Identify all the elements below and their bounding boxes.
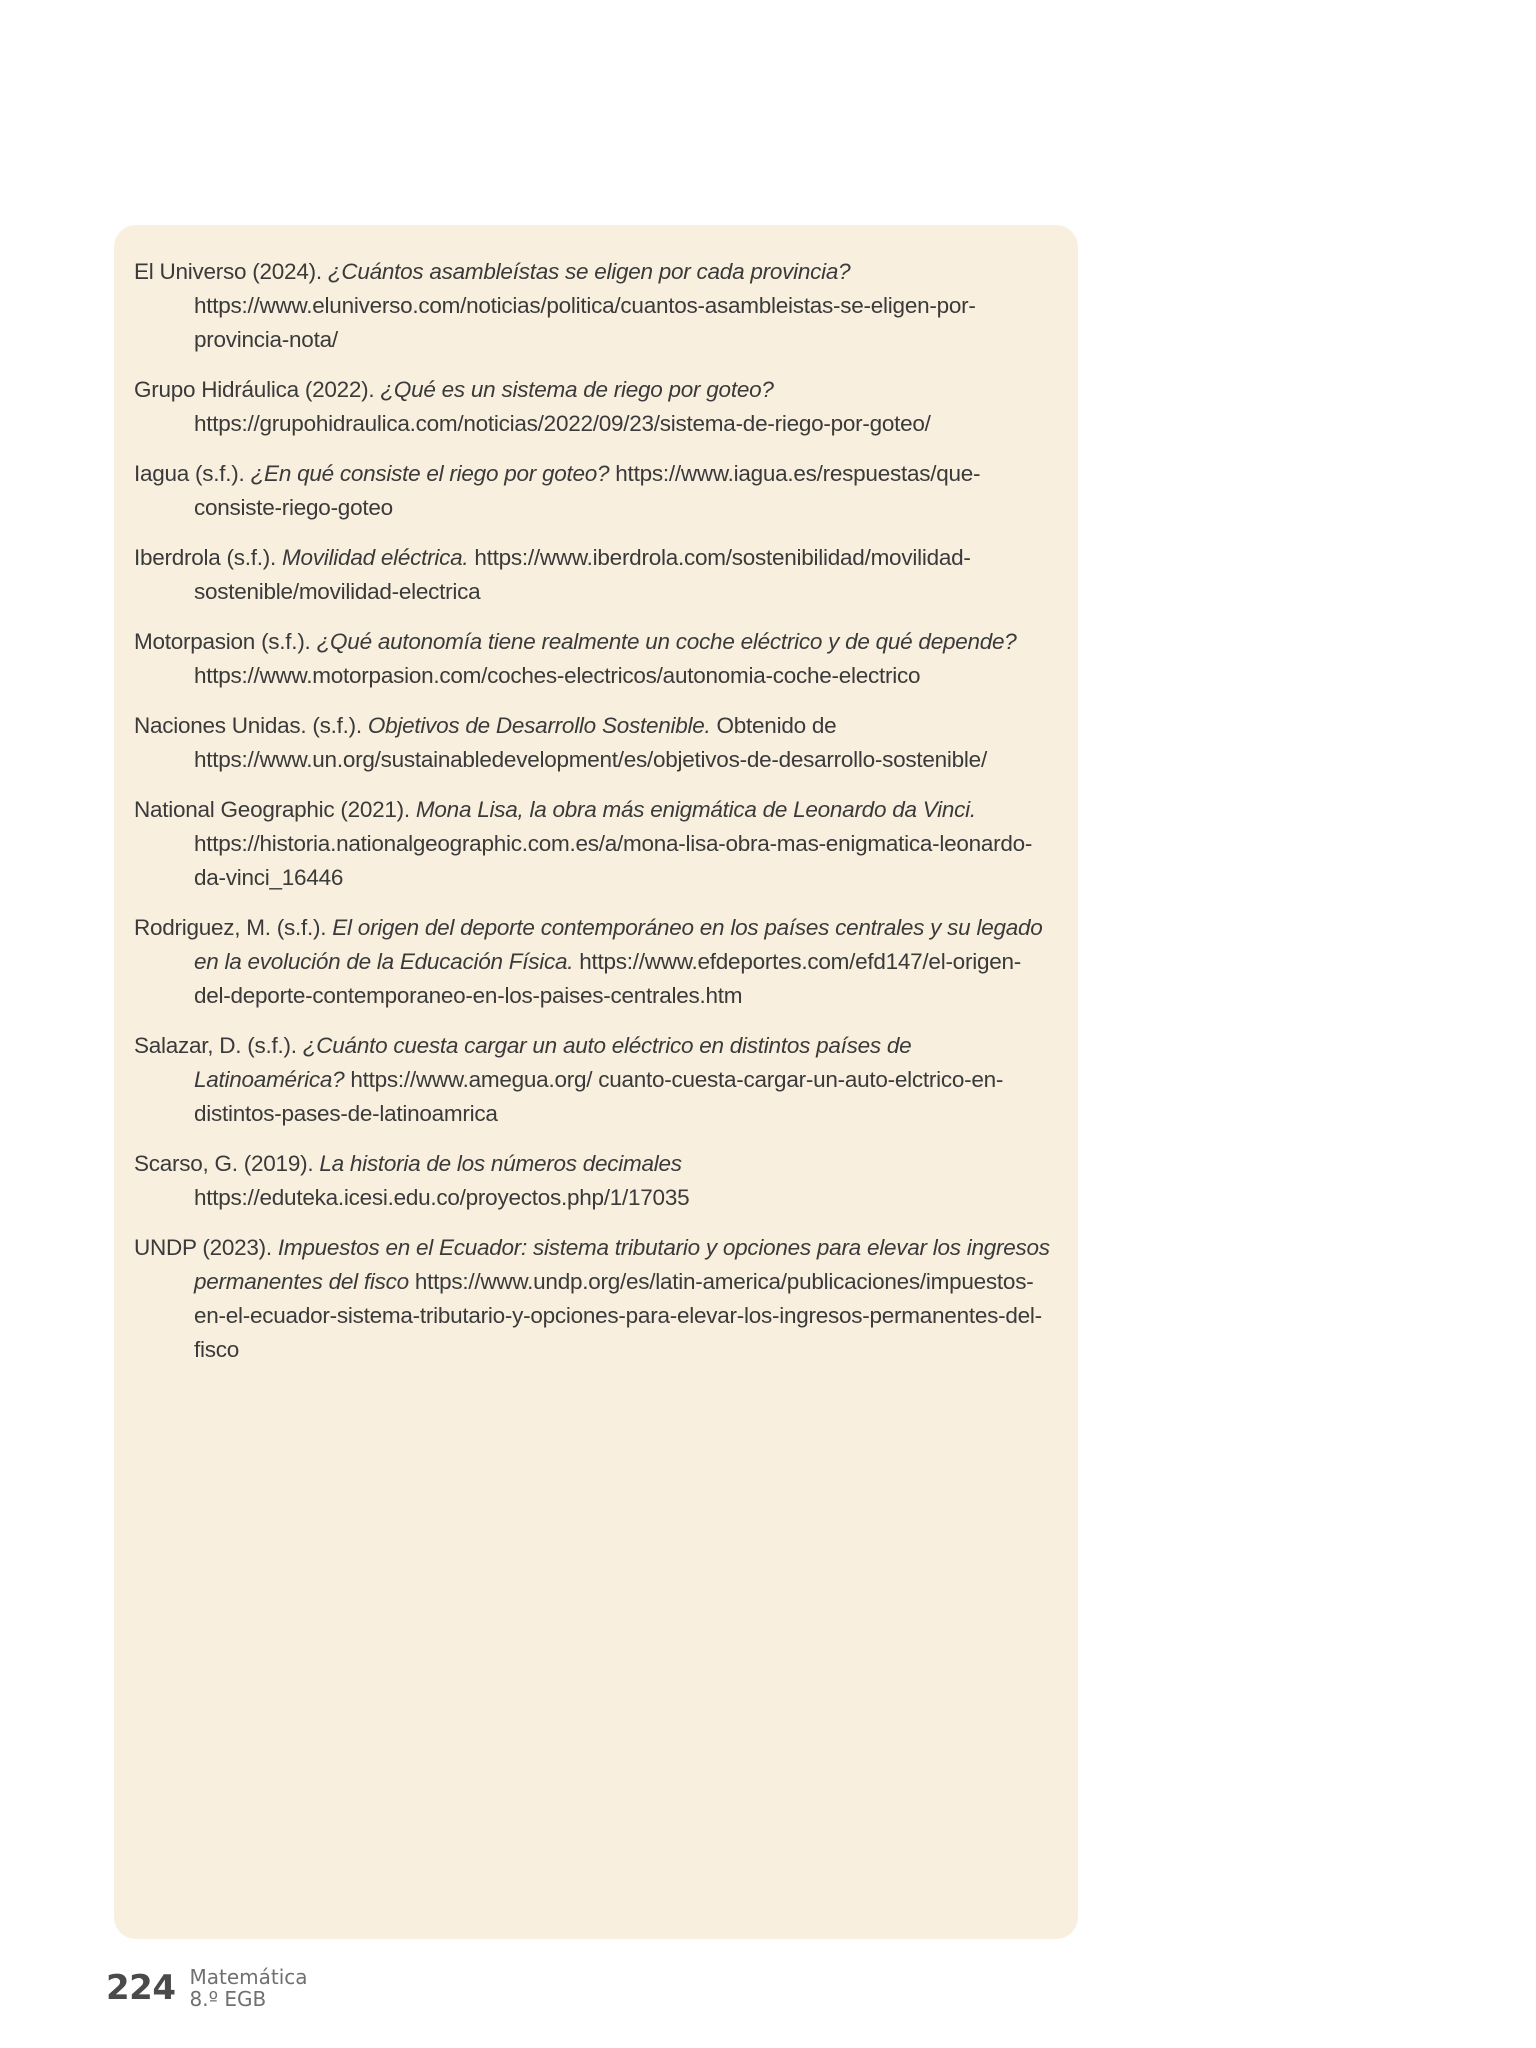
reference-title: Impuestos en el Ecuador: sistema tributario y opciones para elevar los ingresos permanentes del fisco <box>194 1235 1050 1294</box>
reference-title: ¿Qué es un sistema de riego por goteo? <box>380 377 774 402</box>
reference-title: Movilidad eléctrica. <box>282 545 469 570</box>
grade-label: 8.º EGB <box>189 1987 267 2011</box>
reference-url: https://historia.nationalgeographic.com.es/a/mona-lisa-obra-mas-enigmatica-leonardo-da-vinci_16446 <box>194 831 1033 890</box>
reference-author: National Geographic (2021). <box>134 797 416 822</box>
subject-label: Matemática <box>189 1965 308 1989</box>
reference-author: UNDP (2023). <box>134 1235 278 1260</box>
reference-entry <box>134 457 1056 525</box>
reference-url: https://www.iberdrola.com/sostenibilidad/movilidad-sostenible/movilidad-electrica <box>194 545 971 604</box>
reference-author: Iberdrola (s.f.). <box>134 545 283 570</box>
reference-url: https://grupohidraulica.com/noticias/2022/09/23/sistema-de-riego-por-goteo/ <box>194 411 931 436</box>
reference-url: https://www.iagua.es/respuestas/que-consiste-riego-goteo <box>194 461 981 520</box>
reference-entry <box>134 625 1056 693</box>
reference-title: Mona Lisa, la obra más enigmática de Leonardo da Vinci. <box>415 797 976 822</box>
reference-title: El origen del deporte contemporáneo en los países centrales y su legado en la evolución de la Educación Física. <box>194 915 1043 974</box>
reference-author: Naciones Unidas. (s.f.). <box>134 713 368 738</box>
reference-title: ¿Cuántos asambleístas se eligen por cada provincia? <box>327 259 851 284</box>
reference-entry <box>134 1231 1056 1367</box>
reference-author: Motorpasion (s.f.). <box>134 629 317 654</box>
reference-author: Rodriguez, M. (s.f.). <box>134 915 333 940</box>
reference-author: Iagua (s.f.). <box>134 461 251 486</box>
page-footer <box>106 1966 308 2010</box>
reference-entry <box>134 373 1056 441</box>
reference-entry <box>134 541 1056 609</box>
reference-author: Salazar, D. (s.f.). <box>134 1033 303 1058</box>
reference-url: https://www.undp.org/es/latin-america/publicaciones/impuestos-en-el-ecuador-sistema-tributario-y-opciones-para-elevar-los-ingresos-permanentes-del-fisco <box>194 1269 1042 1362</box>
reference-entry <box>134 1147 1056 1215</box>
reference-author: Grupo Hidráulica (2022). <box>134 377 381 402</box>
reference-url: Obtenido de https://www.un.org/sustainabledevelopment/es/objetivos-de-desarrollo-sostenible/ <box>194 713 987 772</box>
reference-entry <box>134 793 1056 895</box>
reference-entry <box>134 255 1056 357</box>
reference-url: https://www.eluniverso.com/noticias/politica/cuantos-asambleistas-se-eligen-por-provincia-nota/ <box>194 293 976 352</box>
reference-author: El Universo (2024). <box>134 259 328 284</box>
reference-title: ¿Qué autonomía tiene realmente un coche eléctrico y de qué depende? <box>316 629 1017 654</box>
reference-author: Scarso, G. (2019). <box>134 1151 320 1176</box>
reference-title: La historia de los números decimales <box>319 1151 682 1176</box>
page-number: 224 <box>106 1968 176 2008</box>
reference-url: https://eduteka.icesi.edu.co/proyectos.php/1/17035 <box>194 1185 690 1210</box>
reference-url: https://www.motorpasion.com/coches-electricos/autonomia-coche-electrico <box>194 663 921 688</box>
reference-entry <box>134 709 1056 777</box>
reference-title: ¿En qué consiste el riego por goteo? <box>250 461 610 486</box>
reference-entry <box>134 1029 1056 1131</box>
subject-block <box>189 1966 307 2010</box>
references-panel <box>114 225 1078 1939</box>
reference-url: https://www.efdeportes.com/efd147/el-origen-del-deporte-contemporaneo-en-los-paises-centrales.htm <box>194 949 1021 1008</box>
reference-title: ¿Cuánto cuesta cargar un auto eléctrico en distintos países de Latinoamérica? <box>194 1033 912 1092</box>
reference-url: https://www.amegua.org/ cuanto-cuesta-cargar-un-auto-elctrico-en-distintos-pases-de-latinoamrica <box>194 1067 1004 1126</box>
reference-title: Objetivos de Desarrollo Sostenible. <box>367 713 711 738</box>
reference-entry <box>134 911 1056 1013</box>
